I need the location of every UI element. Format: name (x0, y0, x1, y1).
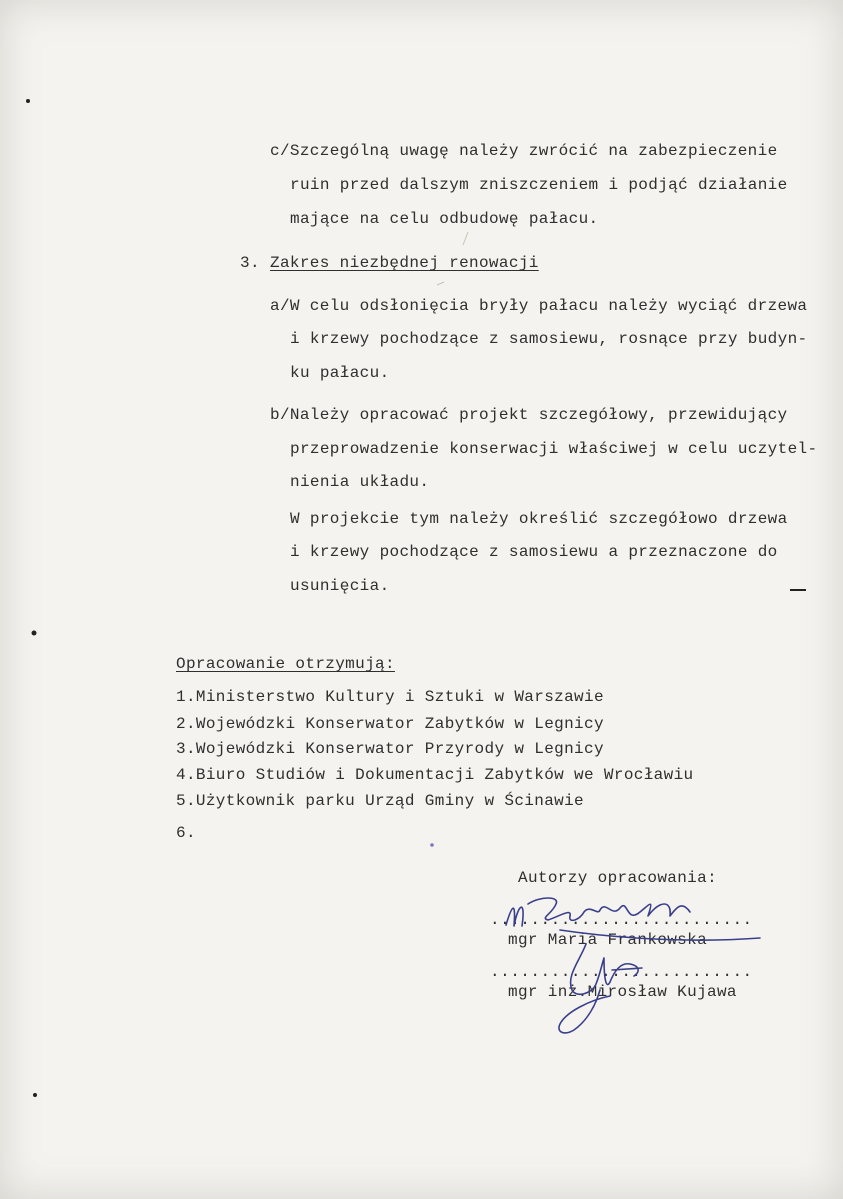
distribution-item: 6. (176, 824, 196, 842)
distribution-item: 1.Ministerstwo Kultury i Sztuki w Warszawie (176, 688, 604, 706)
section-3-title: Zakres niezbędnej renowacji (270, 254, 539, 272)
distribution-title: Opracowanie otrzymują: (176, 655, 395, 673)
author-2-name: mgr inż.Mirosław Kujawa (508, 983, 737, 1001)
section-3b-line-1: b/Należy opracować projekt szczegółowy, przewidujący (270, 406, 788, 424)
section-3b-line-6: usunięcia. (290, 577, 390, 595)
distribution-item: 5.Użytkownik parku Urząd Gminy w Ścinawie (176, 792, 585, 810)
punch-mark (26, 99, 30, 103)
section-c-line-3: mające na celu odbudowę pałacu. (290, 210, 599, 228)
section-3b-line-4: W projekcie tym należy określić szczegółowo drzewa (290, 510, 788, 528)
section-3a-line-2: i krzewy pochodzące z samosiewu, rosnące przy budyn- (290, 330, 808, 348)
signature-line-2: .......................... (490, 963, 753, 981)
section-3b-line-3: nienia układu. (290, 473, 430, 491)
section-3b-line-5: i krzewy pochodzące z samosiewu a przeznaczone do (290, 543, 778, 561)
section-3a-line-1: a/W celu odsłonięcia bryły pałacu należy wyciąć drzewa (270, 297, 808, 315)
author-1-name: mgr Maria Frankowska (508, 931, 708, 949)
section-3-number: 3. (240, 254, 260, 272)
speck (430, 843, 434, 847)
faint-mark (437, 282, 444, 285)
section-3a-line-3: ku pałacu. (290, 364, 390, 382)
authors-title: Autorzy opracowania: (518, 869, 718, 887)
distribution-item: 3.Wojewódzki Konserwator Przyrody w Legnicy (176, 740, 604, 758)
signature-kujawa (559, 944, 642, 1033)
signature-line-1: .......................... (490, 911, 753, 929)
section-c-line-1: c/Szczególną uwagę należy zwrócić na zabezpieczenie (270, 142, 778, 160)
distribution-item: 4.Biuro Studiów i Dokumentacji Zabytków we Wrocławiu (176, 766, 694, 784)
signature-frankowska (506, 898, 760, 940)
punch-mark (33, 1093, 37, 1097)
distribution-item: 2.Wojewódzki Konserwator Zabytków w Legnicy (176, 715, 604, 733)
punch-mark (32, 631, 37, 636)
section-3b-line-2: przeprowadzenie konserwacji właściwej w celu uczytel- (290, 440, 818, 458)
faint-mark (463, 232, 468, 245)
section-c-line-2: ruin przed dalszym zniszczeniem i podjąć działanie (290, 176, 788, 194)
